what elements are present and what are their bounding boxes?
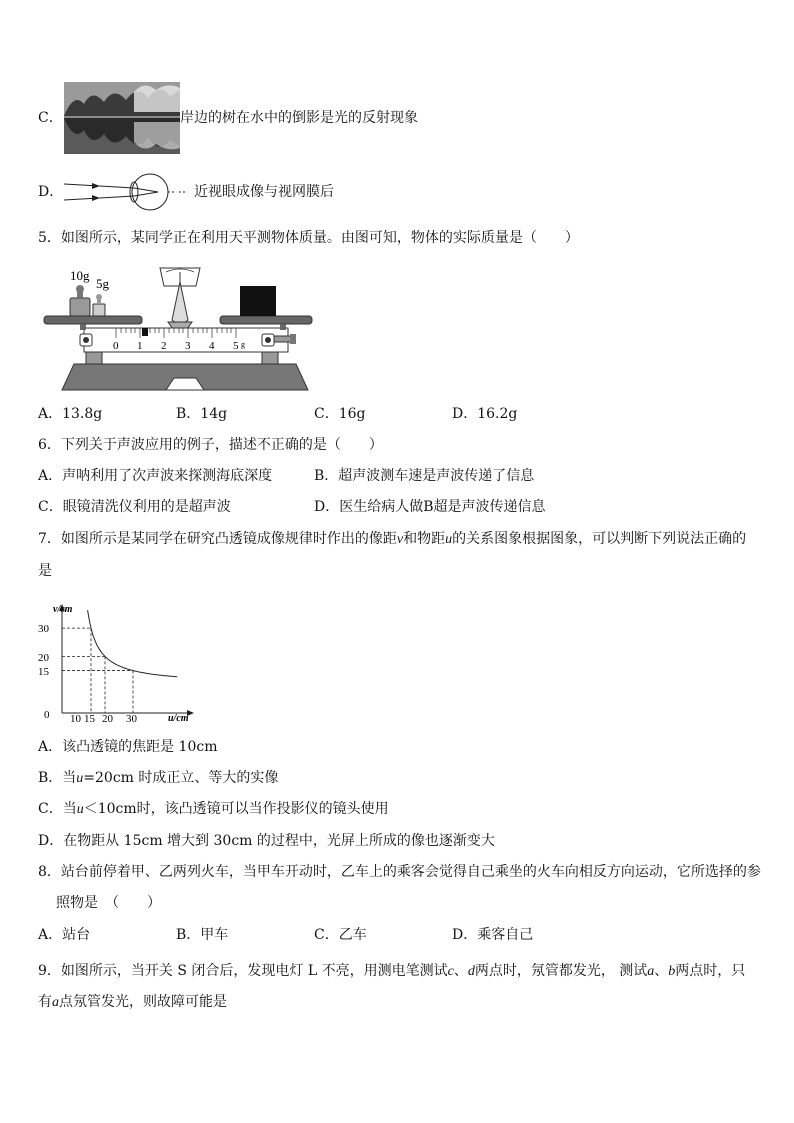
q5-option-d: D．16.2g: [452, 406, 518, 422]
scale-unit: g: [241, 340, 245, 349]
weight-5g-label: 5g: [96, 276, 109, 291]
graph-xtick-15: 15: [84, 713, 95, 725]
v-u-curve: [88, 610, 178, 677]
graph-xtick-10: 10: [70, 713, 81, 725]
q4-option-d-label: D．: [38, 184, 64, 200]
graph-ytick-20: 20: [38, 652, 49, 664]
q8-stem-line2: 照物是 （ ）: [56, 895, 161, 911]
scale-tick-0: 0: [113, 340, 119, 352]
weight-10g-label: 10g: [70, 268, 90, 283]
q4-option-d-text: 近视眼成像与视网膜后: [194, 184, 334, 200]
graph-ytick-15: 15: [38, 666, 49, 678]
graph-ylabel: v/cm: [53, 604, 73, 615]
rider: [142, 328, 148, 336]
q6-option-c: C．眼镜清洗仪利用的是超声波: [38, 499, 231, 515]
tree-reflection-photo: [64, 82, 180, 154]
q5-option-a: A．13.8g: [38, 406, 103, 422]
scale-tick-5: 5: [233, 340, 239, 352]
q5-stem: 5．如图所示，某同学正在利用天平测物体质量。由图可知，物体的实际质量是（ ）: [38, 230, 579, 246]
scale-tick-2: 2: [161, 340, 167, 352]
q9-stem-line1: 9．如图所示，当开关 S 闭合后，发现电灯 L 不亮，用测电笔测试c、d两点时，氖管都发光， 测试a、b两点时，只: [38, 963, 746, 979]
scale-tick-4: 4: [209, 340, 215, 352]
myopic-eye-diagram: [62, 172, 192, 212]
scale-tick-3: 3: [185, 340, 191, 352]
q6-stem: 6．下列关于声波应用的例子，描述不正确的是（ ）: [38, 437, 383, 453]
q4-option-c-text: 岸边的树在水中的倒影是光的反射现象: [180, 110, 418, 126]
q8-option-b: B．甲车: [176, 927, 229, 943]
q9-stem-line2: 有a点氖管发光，则故障可能是: [38, 994, 227, 1010]
graph-xtick-30: 30: [126, 713, 137, 725]
q7-option-c: C．当u＜10cm时，该凸透镜可以当作投影仪的镜头使用: [38, 801, 389, 817]
q6-option-b: B．超声波测车速是声波传递了信息: [314, 468, 535, 484]
q7-stem-line2: 是: [38, 563, 52, 579]
q8-stem-line1: 8．站台前停着甲、乙两列火车，当甲车开动时，乙车上的乘客会觉得自己乘坐的火车向相反方向运动，它所选择的参: [38, 864, 761, 880]
q7-stem-line1: 7．如图所示是某同学在研究凸透镜成像规律时作出的像距v和物距u的关系图象根据图象，可以判断下列说法正确的: [38, 531, 747, 547]
q7-option-a: A．该凸透镜的焦距是 10cm: [38, 739, 218, 755]
graph-xlabel: u/cm: [168, 713, 189, 724]
q8-option-d: D．乘客自己: [452, 927, 534, 943]
graph-origin: 0: [44, 709, 50, 721]
q6-option-d: D．医生给病人做B超是声波传递信息: [314, 499, 546, 515]
q8-option-c: C．乙车: [314, 927, 367, 943]
q5-option-c: C．16g: [314, 406, 366, 422]
graph-xtick-20: 20: [102, 713, 113, 725]
q6-option-a: A．声呐利用了次声波来探测海底深度: [38, 468, 273, 484]
q7-option-b: B．当u=20cm 时成正立、等大的实像: [38, 770, 279, 786]
q7-option-d: D．在物距从 15cm 增大到 30cm 的过程中，光屏上所成的像也逐渐变大: [38, 833, 495, 849]
scale-tick-1: 1: [137, 340, 143, 352]
graph-ytick-30: 30: [38, 623, 49, 635]
lens-image-distance-graph: [28, 600, 198, 725]
q5-option-b: B．14g: [176, 406, 228, 422]
balance-scale-diagram: [40, 262, 330, 392]
q4-option-c-label: C．: [38, 110, 63, 126]
q8-option-a: A．站台: [38, 927, 91, 943]
